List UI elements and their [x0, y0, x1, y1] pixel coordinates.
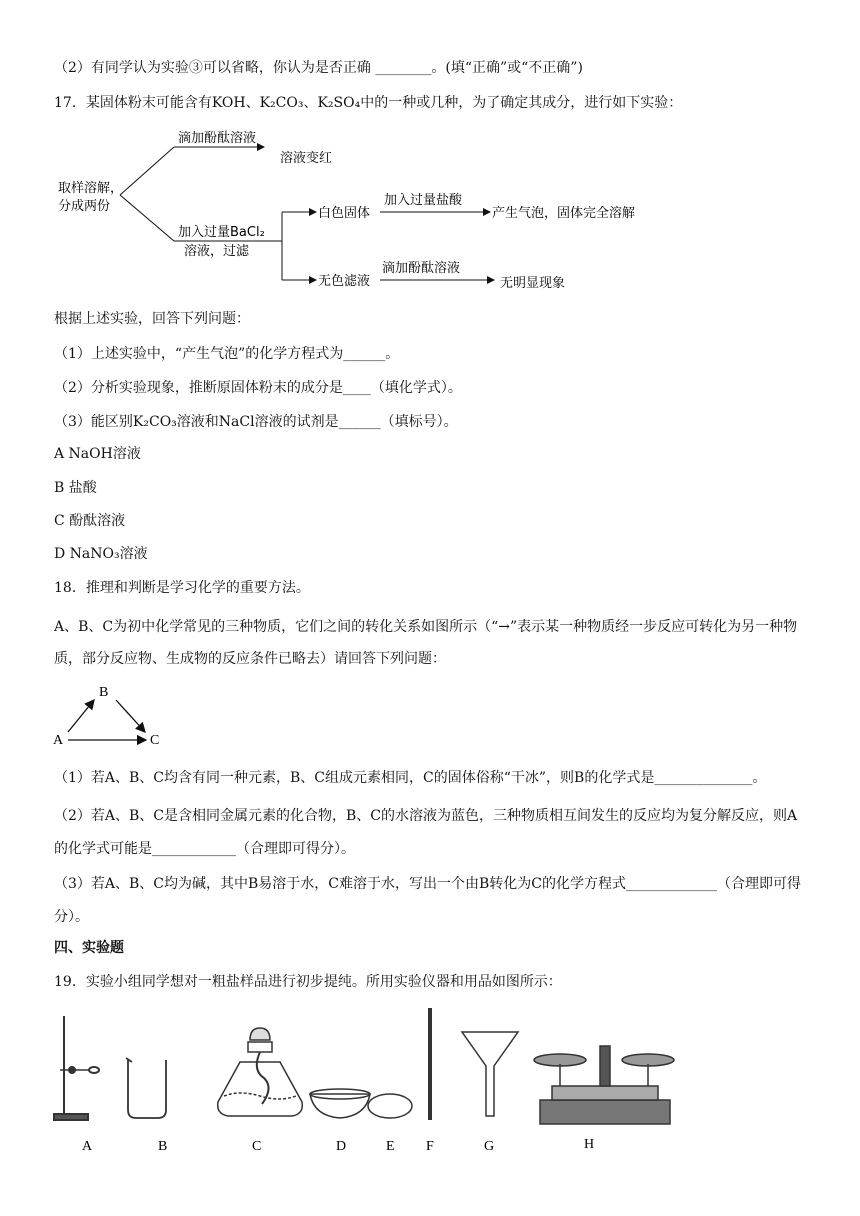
triangle-label-c: C — [150, 733, 160, 748]
q17-stem: 17．某固体粉末可能含有KOH、K₂CO₃、K₂SO₄中的一种或几种，为了确定其成分，进行如下实验： — [54, 95, 683, 111]
q18-part1: （1）若A、B、C均含有同一种元素，B、C组成元素相同，C的固体俗称“干冰”，则B的化学式是______________。 — [54, 770, 767, 786]
q18-triangle-diagram — [50, 680, 180, 750]
q17-part2: （2）分析实验现象，推断原固体粉末的成分是____（填化学式）。 — [54, 380, 462, 396]
flow-branch-down — [120, 195, 174, 241]
apparatus-label-f: F — [426, 1139, 434, 1154]
apparatus-label-a: A — [82, 1139, 93, 1154]
q17-option-d: D NaNO₃溶液 — [54, 546, 148, 562]
flow-bottom-label-2: 溶液，过滤 — [184, 244, 250, 259]
iron-stand-icon — [54, 1016, 99, 1120]
q19-stem: 19．实验小组同学想对一粗盐样品进行初步提纯。所用实验仪器和用品如图所示： — [54, 974, 562, 990]
flow-filtrate: 无色滤液 — [318, 274, 371, 289]
q17-option-b: B 盐酸 — [54, 480, 97, 496]
triangle-label-b: B — [99, 685, 109, 700]
q17-option-a: A NaOH溶液 — [54, 446, 141, 462]
q17-flow-diagram — [54, 120, 694, 300]
flow-no-change: 无明显现象 — [500, 276, 566, 291]
flow-branch-up — [120, 147, 174, 195]
arrow-a-to-b — [68, 700, 94, 732]
q18-part2: （2）若A、B、C是含相同金属元素的化合物，B、C的水溶液为蓝色，三种物质相互间发生的反应均为复分解反应，则A的化学式可能是____________（合理即可得分）。 — [54, 808, 798, 857]
flow-white-solid: 白色固体 — [318, 206, 371, 221]
funnel-icon — [462, 1032, 518, 1116]
apparatus-label-e: E — [386, 1139, 395, 1154]
arrow-b-to-c — [116, 700, 145, 732]
q18-part3: （3）若A、B、C均为碱，其中B易溶于水，C难溶于水，写出一个由B转化为C的化学方程式_____________（合理即可得分）。 — [54, 876, 802, 925]
apparatus-label-c: C — [252, 1139, 262, 1154]
flow-gas-result: 产生气泡，固体完全溶解 — [492, 206, 636, 221]
flow-bottom-label-1: 加入过量BaCl₂ — [178, 225, 265, 240]
q17-part1: （1）上述实验中，“产生气泡”的化学方程式为______。 — [54, 346, 400, 362]
balance-icon — [534, 1046, 674, 1124]
section-title: 四、实验题 — [54, 940, 124, 956]
evaporating-dish-icon — [310, 1089, 370, 1118]
flow-hcl-label: 加入过量盐酸 — [384, 193, 463, 208]
q16-part2: （2）有同学认为实验③可以省略，你认为是否正确 ________。(填“正确”或“不正确”) — [54, 60, 583, 76]
q17-intro: 根据上述实验，回答下列问题： — [54, 311, 250, 327]
watch-glass-icon — [368, 1094, 412, 1118]
q18-title: 18．推理和判断是学习化学的重要方法。 — [54, 580, 310, 596]
triangle-label-a: A — [53, 733, 64, 748]
flow-start-2: 分成两份 — [58, 199, 111, 214]
alcohol-lamp-icon — [218, 1028, 303, 1116]
q19-apparatus-figure — [40, 1004, 700, 1164]
q17-option-c: C 酚酞溶液 — [54, 513, 126, 529]
beaker-icon — [126, 1058, 166, 1118]
flow-top-arrow-label: 滴加酚酞溶液 — [178, 131, 257, 146]
apparatus-label-d: D — [336, 1139, 347, 1154]
q17-part3: （3）能区别K₂CO₃溶液和NaCl溶液的试剂是______（填标号）。 — [54, 414, 458, 430]
flow-top-result: 溶液变红 — [280, 151, 333, 166]
apparatus-label-g: G — [484, 1139, 495, 1154]
apparatus-label-b: B — [158, 1139, 168, 1154]
apparatus-label-h: H — [584, 1137, 595, 1152]
flow-phenol-label: 滴加酚酞溶液 — [382, 261, 461, 276]
flow-start-1: 取样溶解， — [58, 181, 124, 196]
q18-description: A、B、C为初中化学常见的三种物质，它们之间的转化关系如图所示（“→”表示某一种物质经一步反应可转化为另一种物质，部分反应物、生成物的反应条件已略去）请回答下列问题： — [54, 619, 798, 667]
